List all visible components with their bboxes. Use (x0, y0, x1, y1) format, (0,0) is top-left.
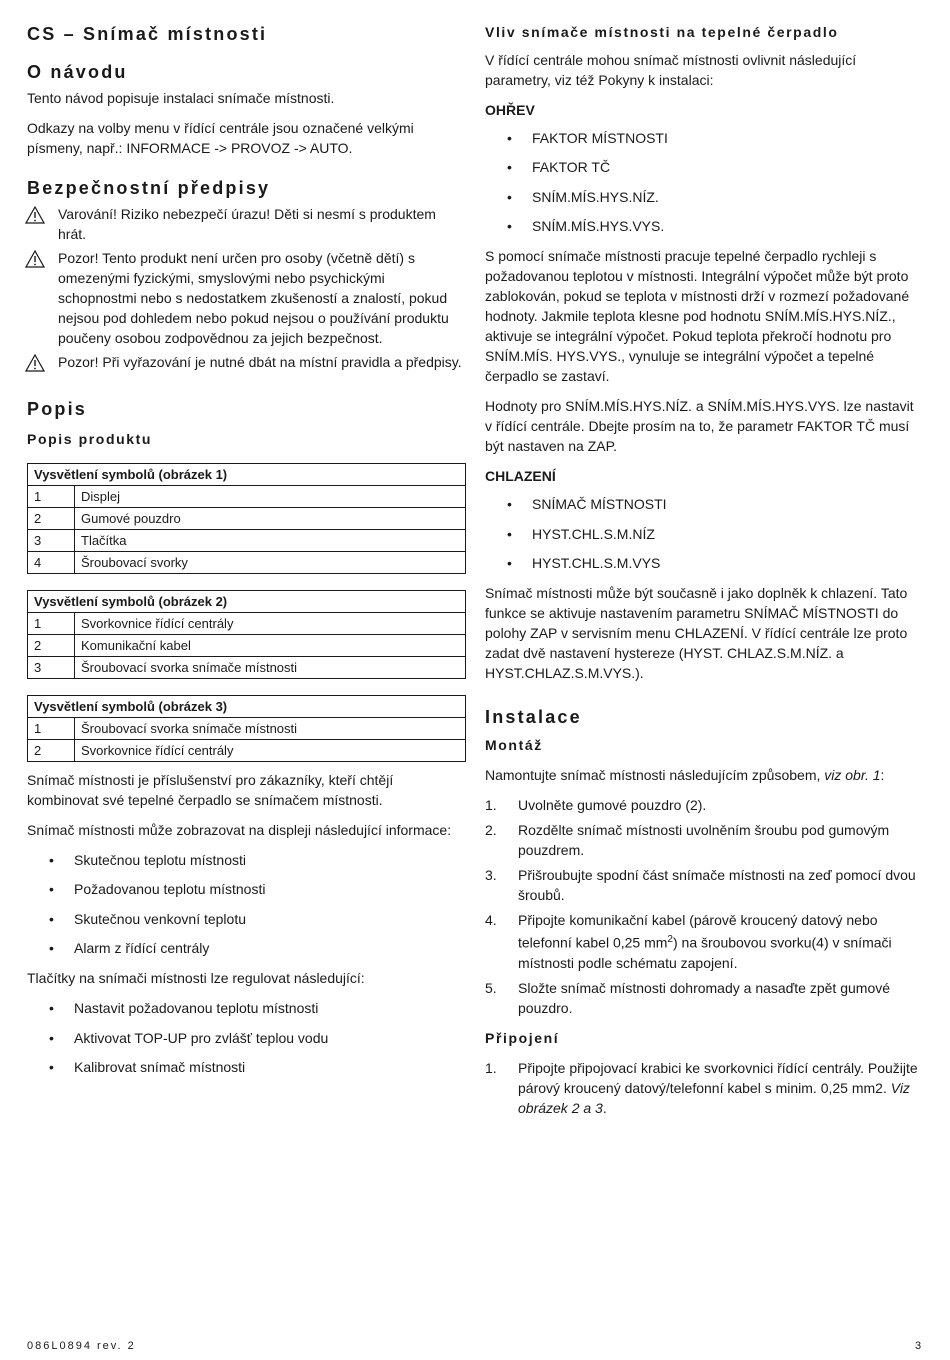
buttons-paragraph: Tlačítky na snímači místnosti lze regulovat následující: (27, 970, 365, 987)
document-code: 086L0894 rev. 2 (27, 1340, 136, 1352)
table-row: 3 Šroubovací svorka snímače místnosti (28, 657, 466, 679)
list-item: • SNÍM.MÍS.HYS.VYS. (485, 216, 923, 236)
table-row: 4 Šroubovací svorky (28, 552, 466, 574)
heating-paragraph-2: Hodnoty pro SNÍM.MÍS.HYS.NÍZ. a SNÍM.MÍS.HYS.VYS. lze nastavit v řídící centrále. Dbejte prosím na to, že parametr FAKTOR TČ musí být nastaven na ZAP. (485, 398, 914, 455)
safety-heading: Bezpečnostní předpisy (27, 178, 271, 198)
list-item: • HYST.CHL.S.M.NÍZ (485, 524, 923, 544)
table-row: 2 Gumové pouzdro (28, 508, 466, 530)
table-row: 2 Komunikační kabel (28, 635, 466, 657)
left-column (27, 22, 467, 1087)
mount-intro: Namontujte snímač místnosti následujícím způsobem, viz obr. 1: (485, 766, 885, 783)
right-column (485, 22, 923, 1128)
list-item: 1. Připojte připojovací krabici ke svorkovnici řídící centrály. Použijte párový kroucený datový/telefonní kabel s minim. 0,25 mm2. Viz obrázek 2 a 3. (485, 1059, 918, 1116)
table-row: 3 Tlačítka (28, 530, 466, 552)
connect-heading: Připojení (485, 1029, 560, 1046)
display-paragraph: Snímač místnosti může zobrazovat na displeji následující informace: (27, 822, 452, 838)
page-number: 3 (915, 1340, 924, 1352)
list-item: 1. Uvolněte gumové pouzdro (2). (485, 796, 707, 813)
list-item: • Skutečnou venkovní teplotu (27, 909, 467, 929)
table-row: 2 Svorkovnice řídící centrály (28, 740, 466, 762)
influence-paragraph: V řídící centrále mohou snímač místnosti ovlivnit následující parametry, viz též Pokyny k instalaci: (485, 52, 857, 88)
document-title: CS – Snímač místnosti (27, 24, 268, 44)
table-row: 1 Displej (28, 486, 466, 508)
list-item: • Nastavit požadovanou teplotu místnosti (27, 998, 467, 1018)
list-item: • SNÍMAČ MÍSTNOSTI (485, 494, 923, 514)
cooling-paragraph: Snímač místnosti může být současně i jako doplněk k chlazení. Tato funkce se aktivuje nastavením parametru SNÍMAČ MÍSTNOSTI do polohy ZAP v servisním menu CHLAZENÍ. V řídící centrále lze proto zadat dvě nastavení hystereze (HYST. CHLAZ.S.M.NÍZ. a HYST.CHLAZ.S.M.VYS.). (485, 584, 908, 681)
list-item: • Kalibrovat snímač místnosti (27, 1057, 467, 1077)
warning-triangle-icon (25, 204, 47, 244)
warning-triangle-icon (25, 248, 47, 348)
about-heading: O návodu (27, 62, 128, 82)
influence-heading: Vliv snímače místnosti na tepelné čerpadlo (485, 24, 839, 40)
cooling-list (485, 494, 923, 573)
list-item: • Aktivovat TOP-UP pro zvlášť teplou vodu (27, 1028, 467, 1048)
list-item: 4. Připojte komunikační kabel (párově kroucený datový nebo telefonní kabel 0,25 $mm^2$) na šroubovou svorku(4) v snímači místnosti podle schématu zapojení. (485, 911, 892, 971)
heating-list (485, 128, 923, 236)
buttons-list (27, 998, 467, 1077)
list-item: • HYST.CHL.S.M.VYS (485, 553, 923, 573)
figure-reference: Viz obrázek 2 a 3 (518, 1079, 910, 1116)
heating-heading: OHŘEV (485, 102, 535, 118)
figure-reference: viz obr. 1 (824, 766, 881, 783)
list-item: 2. Rozdělte snímač místnosti uvolněním šroubu pod gumovým pouzdrem. (485, 821, 890, 858)
warning-triangle-icon (25, 352, 47, 377)
list-item: • Požadovanou teplotu místnosti (27, 879, 467, 899)
warning-text: Pozor! Při vyřazování je nutné dbát na místní pravidla a předpisy. (58, 354, 462, 370)
symbol-table-3 (27, 695, 466, 762)
table-header: Vysvětlení symbolů (obrázek 3) (28, 696, 466, 718)
mount-heading: Montáž (485, 736, 543, 753)
popis-subheading: Popis produktu (27, 431, 153, 447)
list-item: 3. Přišroubujte spodní část snímače místnosti na zeď pomocí dvou šroubů. (485, 866, 916, 903)
list-item: • FAKTOR TČ (485, 157, 923, 177)
accessory-paragraph: Snímač místnosti je příslušenství pro zákazníky, kteří chtějí kombinovat své tepelné čerpadlo se snímačem místnosti. (27, 772, 394, 808)
table-row: 1 Šroubovací svorka snímače místnosti (28, 718, 466, 740)
connect-steps (485, 1058, 923, 1118)
table-header: Vysvětlení symbolů (obrázek 1) (28, 464, 466, 486)
about-paragraph-2: Odkazy na volby menu v řídící centrále jsou označené velkými písmeny, např.: INFORMACE -> PROVOZ -> AUTO. (27, 120, 414, 156)
warning-item (27, 352, 467, 377)
popis-heading: Popis (27, 399, 88, 419)
about-paragraph-1: Tento návod popisuje instalaci snímače místnosti. (27, 90, 335, 106)
list-item: 5. Složte snímač místnosti dohromady a nasaďte zpět gumové pouzdro. (485, 979, 891, 1016)
table-row: 1 Svorkovnice řídící centrály (28, 613, 466, 635)
symbol-table-1 (27, 463, 466, 574)
symbol-table-2 (27, 590, 466, 679)
list-item: • FAKTOR MÍSTNOSTI (485, 128, 923, 148)
warning-text: Varování! Riziko nebezpečí úrazu! Děti si nesmí s produktem hrát. (58, 206, 436, 242)
heating-paragraph-1: S pomocí snímače místnosti pracuje tepelné čerpadlo rychleji s požadovanou teplotou v místnosti. Integrální výpočet může být proto zablokován, pokud se teplota v místnosti drží v rozmezí požadované hodnoty. Jakmile teplota klesne pod hodnotu SNÍM.MÍS.HYS.NÍZ., aktivuje se integrální výpočet. Pokud teplota překročí hodnotu pro SNÍM.MÍS. HYS.VYS., vynuluje se integrální výpočet a tepelné čerpadlo se zastaví. (485, 248, 910, 385)
cooling-heading: CHLAZENÍ (485, 468, 556, 485)
table-header: Vysvětlení symbolů (obrázek 2) (28, 591, 466, 613)
display-list (27, 850, 467, 958)
mount-steps (485, 795, 923, 1018)
list-item: • SNÍM.MÍS.HYS.NÍZ. (485, 187, 923, 207)
list-item: • Alarm z řídící centrály (27, 938, 467, 958)
warning-text: Pozor! Tento produkt není určen pro osoby (včetně dětí) s omezenými fyzickými, smyslovými nebo psychickými schopnostmi nebo s nedostatkem zkušeností a znalostí, pokud nejsou pod dohledem nebo pokud nejsou o používání produktu poučeny osobou zodpovědnou za jejich bezpečnost. (58, 250, 449, 346)
list-item: • Skutečnou teplotu místnosti (27, 850, 467, 870)
warning-item (27, 248, 467, 348)
warning-item (27, 204, 467, 244)
install-heading: Instalace (485, 706, 582, 727)
